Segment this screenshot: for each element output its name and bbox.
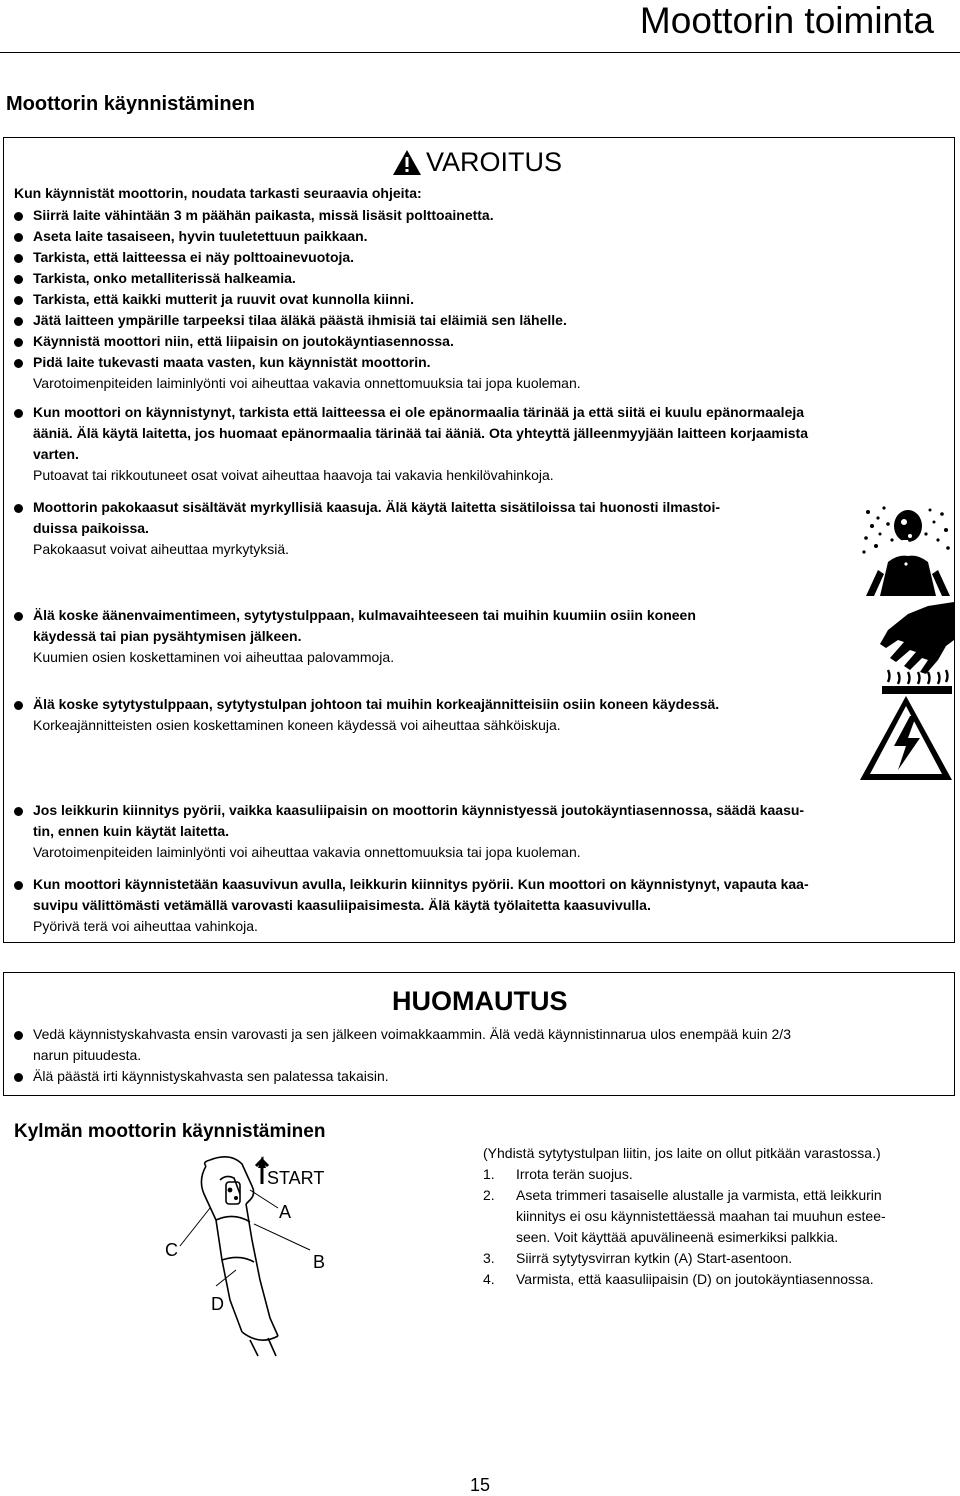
exhaust-note: Pakokaasut voivat aiheuttaa myrkytyksiä.: [33, 541, 290, 557]
bullet-icon: [14, 1031, 23, 1040]
page-number: 15: [470, 1475, 491, 1495]
bullet-icon: [14, 881, 23, 890]
warning-checklist: [14, 205, 581, 394]
hot-parts-note: Kuumien osien koskettaminen voi aiheuttaa palovammoja.: [33, 649, 395, 665]
checklist-note: Varotoimenpiteiden laiminlyönti voi aiheuttaa vakavia onnettomuuksia tai jopa kuoleman.: [33, 375, 581, 391]
figure-label-c: C: [165, 1240, 178, 1260]
checklist-item: Pidä laite tukevasti maata vasten, kun käynnistät moottorin.: [14, 352, 581, 373]
section-title: Moottorin käynnistäminen: [6, 93, 255, 115]
figure-label-a: A: [279, 1202, 292, 1222]
high-voltage-warning: Älä koske sytytystulppaan, sytytystulpan johtoon tai muihin korkeajännitteisiin osiin koneen käydessä. Korkeajännitteisten osien koskettaminen koneen käydessä voi aiheuttaa sähköiskuja.: [14, 694, 719, 736]
warning-heading-text: VAROITUS: [426, 147, 563, 177]
bullet-icon: [14, 612, 23, 621]
bullet-icon: [14, 409, 23, 418]
page-header-title: Moottorin toiminta: [639, 0, 934, 41]
cold-start-steps: [483, 1164, 886, 1290]
throttle-warning: Kun moottori käynnistetään kaasuvivun avulla, leikkurin kiinnitys pyörii. Kun moottori on käynnistynyt, vapauta kaa- suvipu välittömästi vetämällä varovasti kaasuliipaisimesta. Älä käytä työlaitetta kaasuvivulla. Pyörivä terä voi aiheuttaa vahinkoja.: [14, 874, 809, 937]
notice-item: Vedä käynnistyskahvasta ensin varovasti ja sen jälkeen voimakkaammin. Älä vedä käynnistinnarua ulos enempää kuin 2/3: [14, 1024, 791, 1045]
notice-item: Älä päästä irti käynnistyskahvasta sen palatessa takaisin.: [14, 1066, 791, 1087]
step-number: 1.: [483, 1166, 495, 1182]
bullet-icon: [14, 701, 23, 710]
step-number: 4.: [483, 1271, 495, 1287]
notice-list: Vedä käynnistyskahvasta ensin varovasti ja sen jälkeen voimakkaammin. Älä vedä käynnistinnarua ulos enempää kuin 2/3 narun pituudesta. Älä päästä irti käynnistyskahvasta sen palatessa takaisin.: [14, 1024, 791, 1087]
bullet-icon: [14, 1073, 23, 1082]
step-item: 2. Aseta trimmeri tasaiselle alustalle ja varmista, että leikkurin kiinnitys ei osu käynnistettäessä maahan tai muuhun estee- seen. Voit käyttää apuvälineenä esimerkiksi palkkia.: [483, 1185, 886, 1248]
cold-start-intro: (Yhdistä sytytystulpan liitin, jos laite on ollut pitkään varastossa.): [483, 1145, 881, 1161]
vibration-note: Putoavat tai rikkoutuneet osat voivat aiheuttaa haavoja tai vakavia henkilövahinkoja.: [33, 467, 554, 483]
bullet-icon: [14, 212, 23, 221]
checklist-item: Siirrä laite vähintään 3 m päähän paikasta, missä lisäsit polttoainetta.: [14, 205, 581, 226]
bullet-icon: [14, 254, 23, 263]
bullet-icon: [14, 296, 23, 305]
throttle-note: Pyörivä terä voi aiheuttaa vahinkoja.: [33, 918, 258, 934]
checklist-item: Jätä laitteen ympärille tarpeeksi tilaa äläkä päästä ihmisiä tai eläimiä sen lähelle.: [14, 310, 581, 331]
notice-heading: HUOMAUTUS: [392, 986, 568, 1016]
checklist-item: Tarkista, onko metalliterissä halkeamia.: [14, 268, 581, 289]
header-rule: [0, 52, 960, 53]
clutch-warning: Jos leikkurin kiinnitys pyörii, vaikka kaasuliipaisin on moottorin käynnistyessä joutokäyntiasennossa, säädä kaasu- tin, ennen kuin käytät laitetta. Varotoimenpiteiden laiminlyönti voi aiheuttaa vakavia onnettomuuksia tai jopa kuoleman.: [14, 800, 804, 863]
hot-surface-hand-icon: [868, 600, 954, 696]
checklist-item: Tarkista, että kaikki mutterit ja ruuvit ovat kunnolla kiinni.: [14, 289, 581, 310]
warning-intro: Kun käynnistät moottorin, noudata tarkasti seuraavia ohjeita:: [14, 185, 422, 201]
step-number: 2.: [483, 1187, 495, 1203]
bullet-icon: [14, 317, 23, 326]
high-voltage-icon: [858, 694, 954, 782]
step-item: 3. Siirrä sytytysvirran kytkin (A) Start-asentoon.: [483, 1248, 886, 1269]
bullet-icon: [14, 504, 23, 513]
high-voltage-note: Korkeajännitteisten osien koskettaminen koneen käydessä voi aiheuttaa sähköiskuja.: [33, 717, 561, 733]
exhaust-warning: Moottorin pakokaasut sisältävät myrkyllisiä kaasuja. Älä käytä laitetta sisätiloissa tai huonosti ilmastoi- duissa paikoissa. Pakokaasut voivat aiheuttaa myrkytyksiä.: [14, 497, 720, 560]
bullet-icon: [14, 359, 23, 368]
cold-start-title: Kylmän moottorin käynnistäminen: [14, 1121, 326, 1142]
warning-triangle-icon: [392, 149, 422, 176]
figure-label-d: D: [211, 1294, 224, 1314]
figure-label-start: START: [267, 1168, 325, 1188]
checklist-item: Tarkista, että laitteessa ei näy polttoainevuotoja.: [14, 247, 581, 268]
clutch-note: Varotoimenpiteiden laiminlyönti voi aiheuttaa vakavia onnettomuuksia tai jopa kuoleman.: [33, 844, 581, 860]
step-item: 1. Irrota terän suojus.: [483, 1164, 886, 1185]
bullet-icon: [14, 233, 23, 242]
checklist-item: Aseta laite tasaiseen, hyvin tuuletettuun paikkaan.: [14, 226, 581, 247]
figure-label-b: B: [313, 1252, 326, 1272]
vibration-warning: Kun moottori on käynnistynyt, tarkista että laitteessa ei ole epänormaalia tärinää ja että siitä ei kuulu epänormaaleja ääniä. Älä käytä laitetta, jos huomaat epänormaalia tärinää tai ääniä. Ota yhteyttä jälleenmyyjään laitteen korjaamista varten. Putoavat tai rikkoutuneet osat voivat aiheuttaa haavoja tai vakavia henkilövahinkoja.: [14, 402, 808, 486]
bullet-icon: [14, 275, 23, 284]
bullet-icon: [14, 338, 23, 347]
step-item: 4. Varmista, että kaasuliipaisin (D) on joutokäyntiasennossa.: [483, 1269, 886, 1290]
warning-heading: [392, 147, 562, 177]
bullet-icon: [14, 807, 23, 816]
checklist-item: Käynnistä moottori niin, että liipaisin on joutokäyntiasennossa.: [14, 331, 581, 352]
hot-parts-warning: Älä koske äänenvaimentimeen, sytytystulppaan, kulmavaihteeseen tai muihin kuumiin osiin koneen käydessä tai pian pysähtymisen jälkeen. Kuumien osien koskettaminen voi aiheuttaa palovammoja.: [14, 605, 696, 668]
toxic-gas-icon: [858, 500, 954, 596]
step-number: 3.: [483, 1250, 495, 1266]
